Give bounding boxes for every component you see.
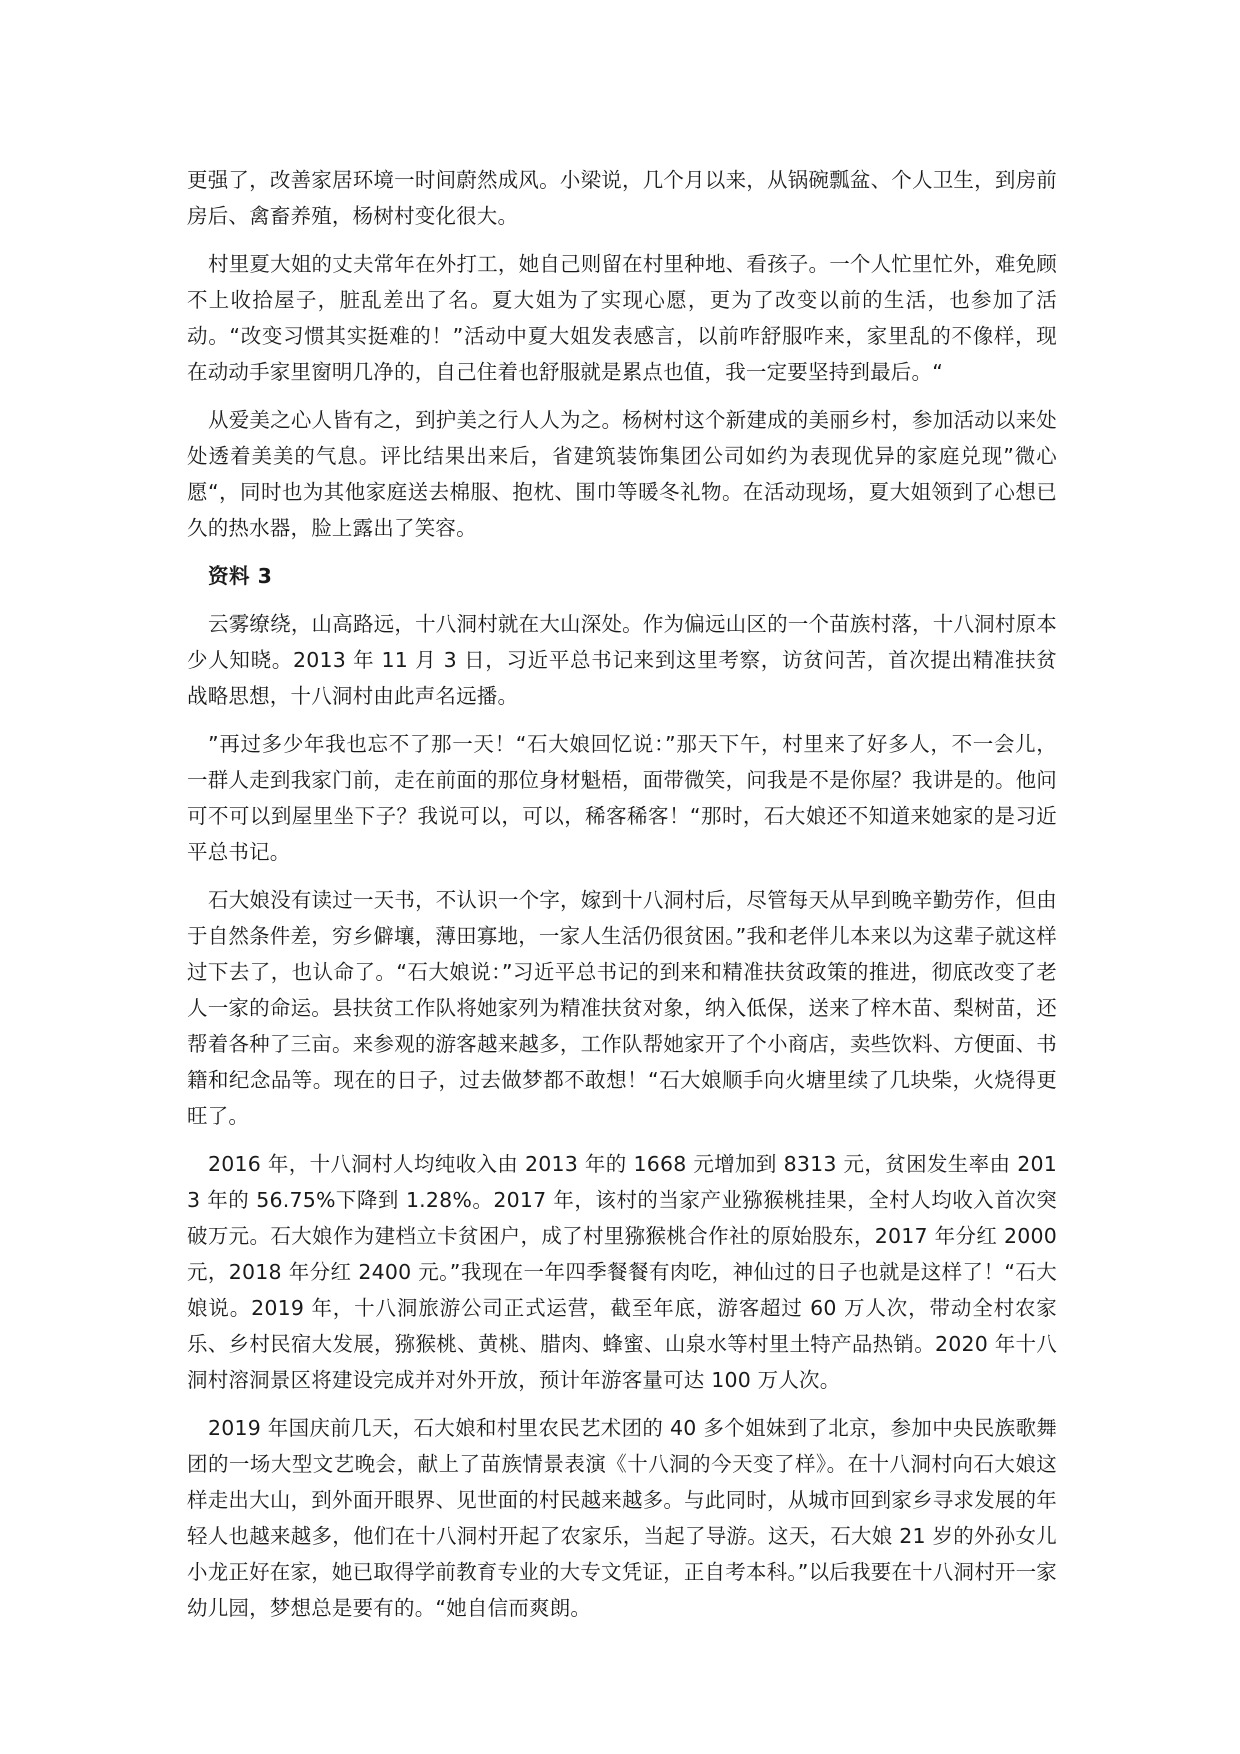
paragraph-income-statistics: 2016 年，十八洞村人均纯收入由 2013 年的 1668 元增加到 8313 元，贫困发生率由 2013 年的 56.75%下降到 1.28%。2017 年，该村的当家产业猕猴桃挂果，全村人均收入首次突破万元。石大娘作为建档立卡贫困户，成了村里猕猴桃合作社的原始股东，2017 年分红 2000 元，2018 年分红 2400 元。”我现在一年四季餐餐有肉吃，神仙过的日子也就是这样了！“石大娘说。2019 年，十八洞旅游公司正式运营，截至年底，游客超过 60 万人次，带动全村农家乐、乡村民宿大发展，猕猴桃、黄桃、腊肉、蜂蜜、山泉水等村里土特产品热销。2020 年十八洞村溶洞景区将建设完成并对外开放，预计年游客量可达 100 万人次。: [187, 1152, 1057, 1392]
paragraph-xia-dajie: 村里夏大姐的丈夫常年在外打工，她自己则留在村里种地、看孩子。一个人忙里忙外，难免顾不上收拾屋子，脏乱差出了名。夏大姐为了实现心愿，更为了改变以前的生活，也参加了活动。“改变习惯其实挺难的！”活动中夏大姐发表感言，以前咋舒服咋来，家里乱的不像样，现在动动手家里窗明几净的，自己住着也舒服就是累点也值，我一定要坚持到最后。“: [187, 252, 1057, 384]
paragraph-shi-daniang-memory: ”再过多少年我也忘不了那一天！“石大娘回忆说：”那天下午，村里来了好多人，不一会儿，一群人走到我家门前，走在前面的那位身材魁梧，面带微笑，问我是不是你屋？我讲是的。他问可不可以到屋里坐下子？我说可以，可以，稀客稀客！“那时，石大娘还不知道来她家的是习近平总书记。: [187, 732, 1057, 864]
paragraph-continuation: 更强了，改善家居环境一时间蔚然成风。小梁说，几个月以来，从锅碗瓢盆、个人卫生，到房前房后、禽畜养殖，杨树村变化很大。: [187, 168, 1057, 228]
paragraph-beautiful-village: 从爱美之心人皆有之，到护美之行人人为之。杨树村这个新建成的美丽乡村，参加活动以来处处透着美美的气息。评比结果出来后，省建筑装饰集团公司如约为表现优异的家庭兑现”微心愿“，同时也为其他家庭送去棉服、抱枕、围巾等暖冬礼物。在活动现场，夏大姐领到了心想已久的热水器，脸上露出了笑容。: [187, 408, 1057, 540]
paragraph-shibadong-intro: 云雾缭绕，山高路远，十八洞村就在大山深处。作为偏远山区的一个苗族村落，十八洞村原本少人知晓。2013 年 11 月 3 日，习近平总书记来到这里考察，访贫问苦，首次提出精准扶贫战略思想，十八洞村由此声名远播。: [187, 612, 1057, 708]
paragraph-beijing-trip: 2019 年国庆前几天，石大娘和村里农民艺术团的 40 多个姐妹到了北京，参加中央民族歌舞团的一场大型文艺晚会，献上了苗族情景表演《十八洞的今天变了样》。在十八洞村向石大娘这样走出大山，到外面开眼界、见世面的村民越来越多。与此同时，从城市回到家乡寻求发展的年轻人也越来越多，他们在十八洞村开起了农家乐，当起了导游。这天，石大娘 21 岁的外孙女儿小龙正好在家，她已取得学前教育专业的大专文凭证，正自考本科。”以后我要在十八洞村开一家幼儿园，梦想总是要有的。“她自信而爽朗。: [187, 1416, 1057, 1620]
section-heading: 资料 3: [208, 564, 273, 588]
paragraph-shi-daniang-life: 石大娘没有读过一天书，不认识一个字，嫁到十八洞村后，尽管每天从早到晚辛勤劳作，但由于自然条件差，穷乡僻壤，薄田寡地，一家人生活仍很贫困。”我和老伴儿本来以为这辈子就这样过下去了，也认命了。“石大娘说：”习近平总书记的到来和精准扶贫政策的推进，彻底改变了老人一家的命运。县扶贫工作队将她家列为精准扶贫对象，纳入低保，送来了梓木苗、梨树苗，还帮着各种了三亩。来参观的游客越来越多，工作队帮她家开了个小商店，卖些饮料、方便面、书籍和纪念品等。现在的日子，过去做梦都不敢想！“石大娘顺手向火塘里续了几块柴，火烧得更旺了。: [187, 888, 1057, 1128]
document-page: [187, 162, 1057, 1638]
